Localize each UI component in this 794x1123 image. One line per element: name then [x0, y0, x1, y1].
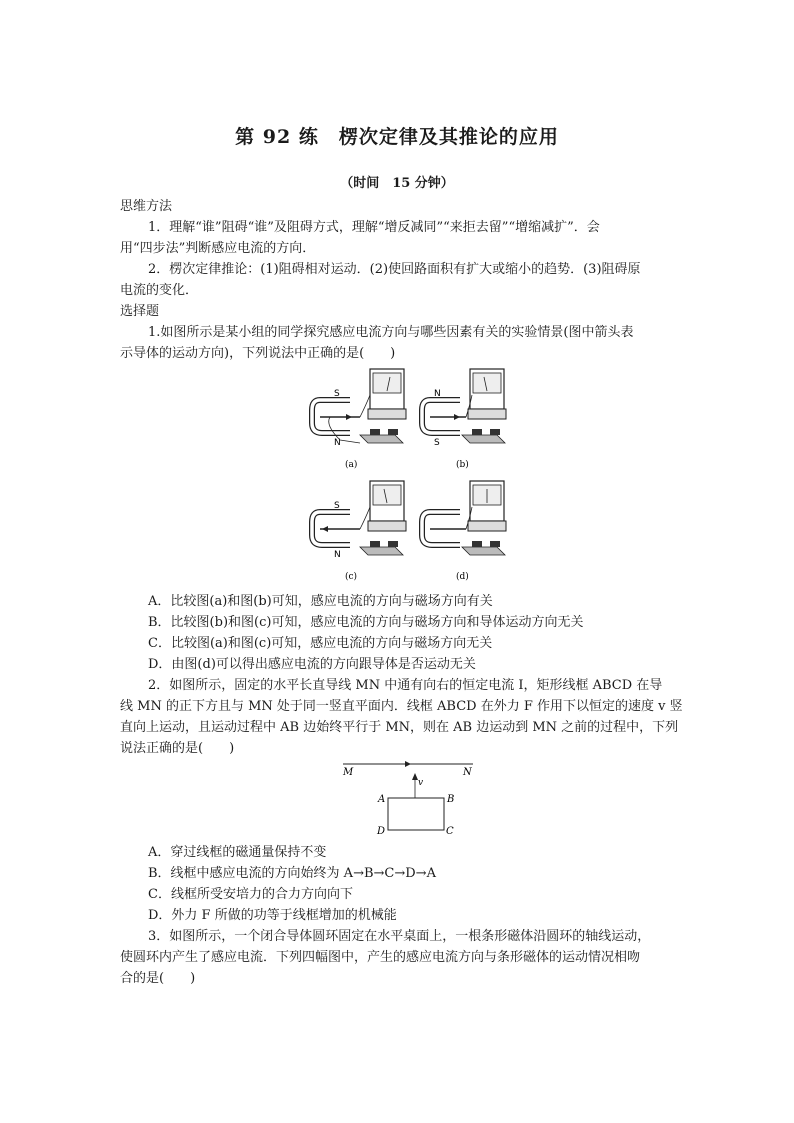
- q2-line-3: 直向上运动，且运动过程中 AB 边始终平行于 MN，则在 AB 边运动到 MN 之前的过程中，下列: [120, 720, 679, 735]
- caption-b: (b): [456, 460, 469, 470]
- svg-text:S: S: [334, 389, 340, 399]
- method-1-line-2: 用“四步法”判断感应电流的方向．: [120, 241, 316, 256]
- q2-option-b: B．线框中感应电流的方向始终为 A→B→C→D→A: [148, 866, 436, 881]
- q3-line-1: 3．如图所示，一个闭合导体圆环固定在水平桌面上，一根条形磁体沿圆环的轴线运动，: [148, 929, 651, 944]
- q3-line-3: 合的是( ): [120, 971, 196, 986]
- time-limit: （时间 15 分钟）: [340, 176, 454, 191]
- svg-text:N: N: [434, 389, 441, 399]
- q1-line-2: 示导体的运动方向)，下列说法中正确的是( ): [120, 346, 396, 361]
- q2-line-4: 说法正确的是( ): [120, 741, 235, 756]
- caption-a: (a): [345, 460, 358, 470]
- section-choice: 选择题: [120, 304, 160, 319]
- q2-line-2: 线 MN 的正下方且与 MN 处于同一竖直平面内．线框 ABCD 在外力 F 作用下以恒定的速度 v 竖: [120, 699, 683, 714]
- label-a: A: [378, 794, 386, 805]
- svg-text:N: N: [334, 550, 341, 560]
- setup-d: [422, 481, 506, 582]
- svg-text:N: N: [334, 438, 341, 448]
- label-d: D: [377, 826, 386, 837]
- q1-option-c: C．比较图(a)和图(c)可知，感应电流的方向与磁场方向无关: [148, 636, 493, 651]
- page-title: 第 92 练 楞次定律及其推论的应用: [235, 126, 559, 148]
- figure-1-experiment: [300, 365, 520, 585]
- label-c: C: [446, 826, 454, 837]
- caption-d: (d): [456, 572, 469, 582]
- setup-a: [312, 369, 406, 470]
- label-n: N: [463, 767, 472, 778]
- label-b: B: [447, 794, 455, 805]
- setup-b: [422, 369, 506, 470]
- q1-line-1: 1.如图所示是某小组的同学探究感应电流方向与哪些因素有关的实验情景(图中箭头表: [148, 325, 634, 340]
- svg-text:S: S: [434, 438, 440, 448]
- q1-option-a: A．比较图(a)和图(b)可知，感应电流的方向与磁场方向有关: [148, 594, 493, 609]
- q2-option-d: D．外力 F 所做的功等于线框增加的机械能: [148, 908, 397, 923]
- q2-option-a: A．穿过线框的磁通量保持不变: [148, 845, 327, 860]
- q1-option-b: B．比较图(b)和图(c)可知，感应电流的方向与磁场方向和导体运动方向无关: [148, 615, 584, 630]
- figure-2-wire-frame: [335, 758, 485, 840]
- q2-option-c: C．线框所受安培力的合力方向向下: [148, 887, 353, 902]
- svg-text:S: S: [334, 501, 340, 511]
- q3-line-2: 使圆环内产生了感应电流．下列四幅图中，产生的感应电流方向与条形磁体的运动情况相吻: [120, 950, 641, 965]
- label-m: M: [343, 767, 354, 778]
- method-2-line-2: 电流的变化．: [120, 283, 199, 298]
- method-2-line-1: 2．楞次定律推论：(1)阻碍相对运动．(2)使回路面积有扩大或缩小的趋势．(3)阻碍原: [148, 262, 641, 277]
- q2-line-1: 2．如图所示，固定的水平长直导线 MN 中通有向右的恒定电流 I，矩形线框 ABCD 在导: [148, 678, 663, 693]
- setup-c: [312, 481, 406, 582]
- q1-option-d: D．由图(d)可以得出感应电流的方向跟导体是否运动无关: [148, 657, 476, 672]
- caption-c: (c): [345, 572, 358, 582]
- label-v: v: [418, 778, 424, 788]
- method-1-line-1: 1．理解“谁”阻碍“谁”及阻碍方式，理解“增反减同”“来拒去留”“增缩减扩”．会: [148, 220, 600, 235]
- section-method: 思维方法: [120, 199, 173, 214]
